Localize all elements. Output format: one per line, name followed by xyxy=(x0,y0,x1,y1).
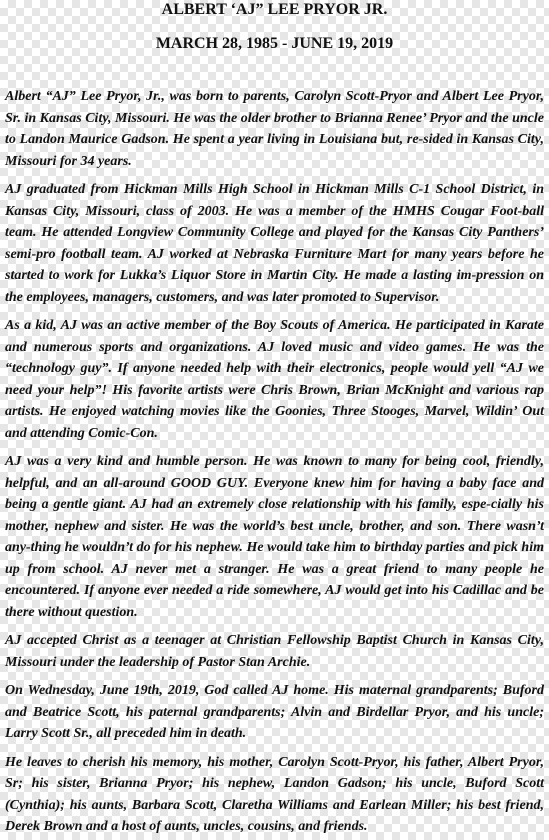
life-dates: MARCH 28, 1985 - JUNE 19, 2019 xyxy=(155,35,394,52)
obituary-header xyxy=(5,0,544,54)
paragraph-character: AJ was a very kind and humble person. He was known to many for being cool, friendly, helpful, and an all-around GOOD GUY. Everyone knew him for having a baby face and being a gentle giant. AJ had an extremely close relationship with his family, espe-cially his mother, nephew and sister. He was the world’s best uncle, brother, and son. There wasn’t any-thing he wouldn’t do for his nephew. He would take him to birthday parties and pick him up from school. AJ never met a stranger. He was a great friend to many people he encountered. If anyone ever needed a ride somewhere, AJ would get into his Cadillac and be there without question. xyxy=(5,454,544,620)
paragraph-birth: Albert “AJ” Lee Pryor, Jr., was born to parents, Carolyn Scott-Pryor and Albert Lee Pryor, Sr. in Kansas City, Missouri. He was the older brother to Brianna Renee’ Pryor and the uncle to Landon Maurice Gadson. He spent a year living in Louisiana but, re-sided in Kansas City, Missouri for 34 years. xyxy=(5,89,544,169)
paragraph-faith: AJ accepted Christ as a teenager at Christian Fellowship Baptist Church in Kansas City, Missouri under the leadership of Pastor Stan Archie. xyxy=(5,633,544,670)
obituary-body xyxy=(5,86,544,838)
paragraph-hobbies: As a kid, AJ was an active member of the Boy Scouts of America. He participated in Karate and numerous sports and organizations. AJ loved music and video games. He was the “technology guy”. If anyone needed help with their electronics, people would yell “AJ we need your help”! His favorite artists were Chris Brown, Brian McKnight and various rap artists. He enjoyed watching movies like the Goonies, Three Stooges, Marvel, Wildin’ Out and attending Comic-Con. xyxy=(5,318,544,441)
paragraph-survivors: He leaves to cherish his memory, his mother, Carolyn Scott-Pryor, his father, Albert Pryor, Sr; his sister, Brianna Pryor; his nephew, Landon Gadson; his uncle, Buford Scott (Cynthia); his aunts, Barbara Scott, Claretha Williams and Earlean Miller; his best friend, Derek Brown and a host of aunts, uncles, cousins, and friends. xyxy=(5,754,544,834)
paragraph-education-work: AJ graduated from Hickman Mills High School in Hickman Mills C-1 School District, in Kansas City, Missouri, class of 2003. He was a member of the HMHS Cougar Foot-ball team. He attended Longview Community College and played for the Kansas City Panthers’ semi-pro football team. AJ worked at Nebraska Furniture Mart for many years before he started to work for Lukka’s Liquor Store in Martin City. He made a lasting im-pression on the employees, managers, customers, and was later promoted to Supervisor. xyxy=(5,182,544,305)
deceased-name: ALBERT ‘AJ” LEE PRYOR JR. xyxy=(161,1,388,18)
paragraph-passing: On Wednesday, June 19th, 2019, God called AJ home. His maternal grandparents; Buford and Beatrice Scott, his paternal grandparents; Alvin and Birdellar Pryor, and his uncle; Larry Scott Sr., all preceded him in death. xyxy=(5,683,544,741)
